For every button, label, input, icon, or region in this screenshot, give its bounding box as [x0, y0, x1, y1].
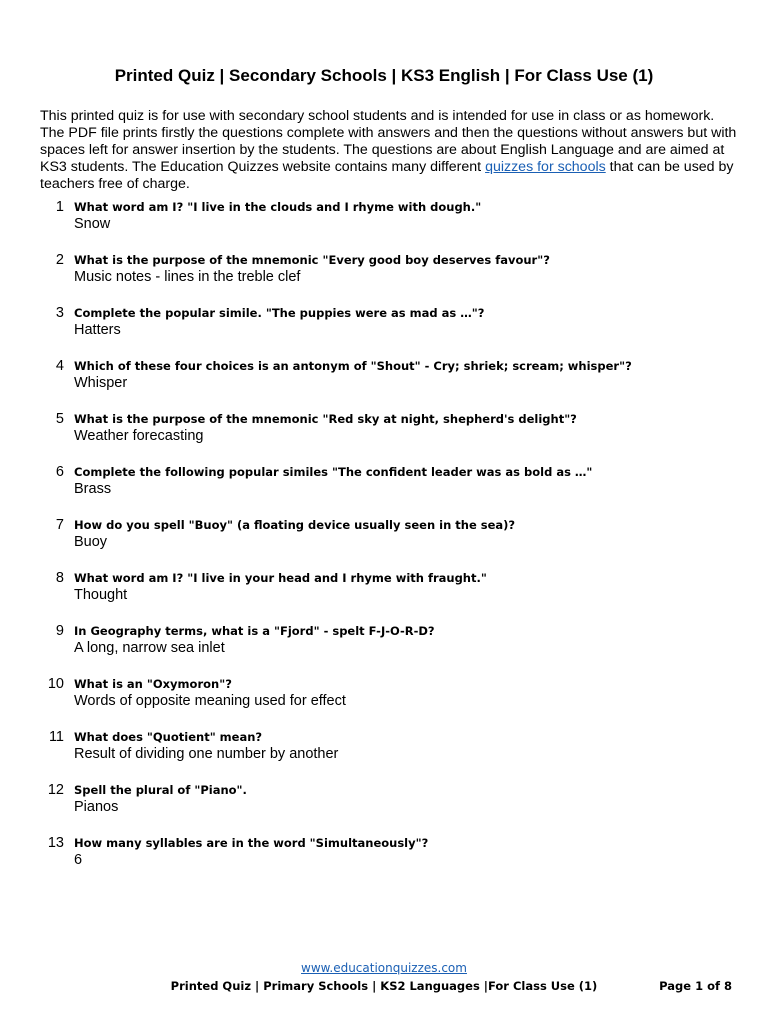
- page-title: Printed Quiz | Secondary Schools | KS3 English | For Class Use (1): [114, 66, 654, 85]
- footer-quiz-info: Printed Quiz | Primary Schools | KS2 Languages |For Class Use (1): [170, 979, 598, 993]
- question-number: 11: [48, 729, 64, 745]
- question-item: [40, 305, 740, 358]
- footer-website-link[interactable]: www.educationquizzes.com: [301, 961, 467, 975]
- question-item: [40, 517, 740, 570]
- answer-text: Music notes - lines in the treble clef: [74, 269, 301, 285]
- intro-paragraph: [40, 108, 740, 193]
- question-number: 6: [55, 464, 64, 480]
- question-number: 5: [55, 411, 64, 427]
- question-number: 9: [55, 623, 64, 639]
- question-number: 2: [55, 252, 64, 268]
- question-number: 3: [55, 305, 64, 321]
- answer-text: Weather forecasting: [74, 428, 204, 444]
- question-item: [40, 358, 740, 411]
- answer-text: Snow: [74, 216, 111, 232]
- question-number: 7: [55, 517, 64, 533]
- question-text: How do you spell "Buoy" (a floating device usually seen in the sea)?: [74, 518, 516, 532]
- question-item: [40, 676, 740, 729]
- question-item: [40, 782, 740, 835]
- intro-text-end: that can be used by teachers free of charge.: [40, 159, 734, 192]
- question-text: Spell the plural of "Piano".: [74, 783, 247, 797]
- answer-text: Words of opposite meaning used for effect: [74, 693, 346, 709]
- question-list: [40, 199, 740, 888]
- question-text: What is the purpose of the mnemonic "Red sky at night, shepherd's delight"?: [74, 412, 577, 426]
- question-text: In Geography terms, what is a "Fjord" - spelt F-J-O-R-D?: [74, 624, 435, 638]
- question-text: Complete the popular simile. "The puppies were as mad as …"?: [74, 306, 485, 320]
- question-number: 8: [55, 570, 64, 586]
- answer-text: Thought: [74, 587, 128, 603]
- answer-text: Hatters: [74, 322, 121, 338]
- answer-text: Result of dividing one number by another: [74, 746, 339, 762]
- question-item: [40, 199, 740, 252]
- answer-text: 6: [74, 852, 83, 868]
- answer-text: Pianos: [74, 799, 119, 815]
- question-item: [40, 464, 740, 517]
- question-text: What word am I? "I live in your head and I rhyme with fraught.": [74, 571, 487, 585]
- answer-text: Buoy: [74, 534, 108, 550]
- question-text: What is the purpose of the mnemonic "Every good boy deserves favour"?: [74, 253, 550, 267]
- question-item: [40, 623, 740, 676]
- question-number: 4: [55, 358, 64, 374]
- question-text: How many syllables are in the word "Simultaneously"?: [74, 836, 429, 850]
- question-number: 1: [55, 199, 64, 215]
- question-text: Complete the following popular similes "The confident leader was as bold as …": [74, 465, 593, 479]
- question-text: What is an "Oxymoron"?: [74, 677, 232, 691]
- question-item: [40, 411, 740, 464]
- quizzes-for-schools-link[interactable]: quizzes for schools: [485, 159, 606, 175]
- question-text: What does "Quotient" mean?: [74, 730, 263, 744]
- question-text: What word am I? "I live in the clouds and I rhyme with dough.": [74, 200, 482, 214]
- question-number: 10: [47, 676, 64, 692]
- intro-text: This printed quiz is for use with secondary school students and is intended for use in class or as homework. The PDF file prints firstly the questions complete with answers and then the questions without answers but with spaces left for answer insertion by the students. The questions are about English Language and are aimed at KS3 students. The Education Quizzes website contains many different: [40, 108, 737, 175]
- question-number: 13: [47, 835, 64, 851]
- answer-text: A long, narrow sea inlet: [74, 640, 225, 656]
- question-item: [40, 729, 740, 782]
- question-number: 12: [47, 782, 64, 798]
- answer-text: Whisper: [74, 375, 128, 391]
- question-item: [40, 570, 740, 623]
- answer-text: Brass: [74, 481, 112, 497]
- question-item: [40, 252, 740, 305]
- question-item: [40, 835, 740, 888]
- footer-page-number: Page 1 of 8: [659, 979, 732, 993]
- question-text: Which of these four choices is an antonym of "Shout" - Cry; shriek; scream; whisper"?: [74, 359, 632, 373]
